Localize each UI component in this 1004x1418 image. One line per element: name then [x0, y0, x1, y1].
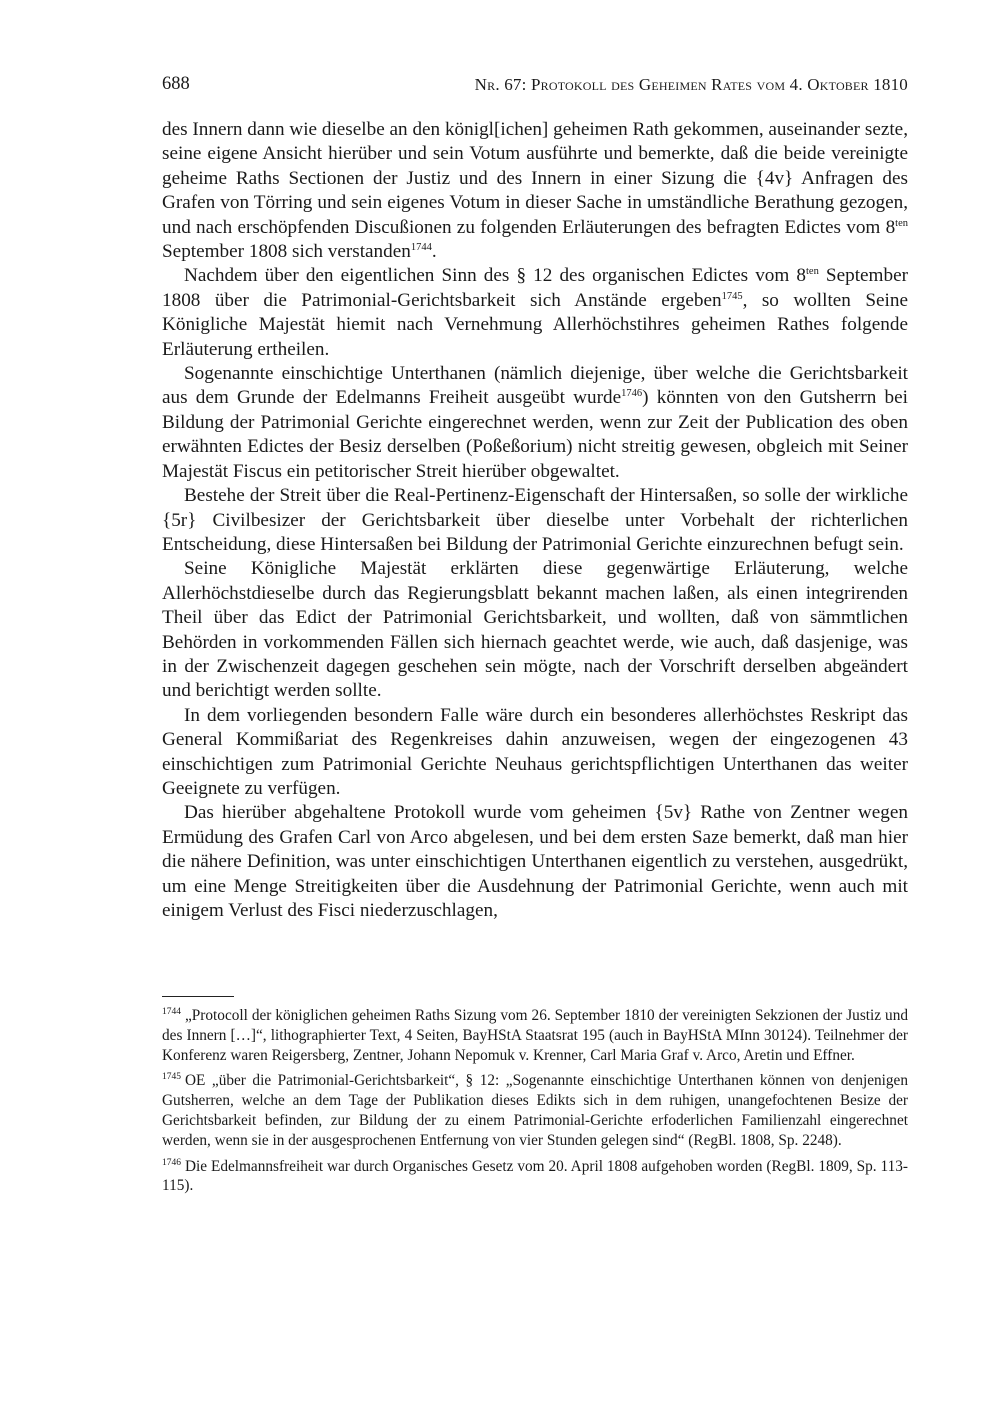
footnote-separator: [162, 996, 234, 997]
footnote-1744: [162, 1006, 908, 1065]
paragraph-3-text: Sogenannte einschichtige Unterthanen (nämlich diejenige, über welche die Gerichtsbarkeit aus dem Grunde der Edelmanns Freiheit ausgeübt wurde: [162, 363, 908, 409]
paragraph-4: Bestehe der Streit über die Real-Pertinenz-Eigenschaft der Hintersaßen, so solle der wirkliche {5r} Civilbesizer der Gerichtsbarkeit über dieselbe unter Vorbehalt der richterlichen Entscheidung, diese Hintersaßen bei Bildung der Patrimonial Gerichte einzurechnen befugt sein.: [162, 485, 908, 555]
page-number: 688: [162, 74, 190, 94]
paragraph-1: [162, 118, 908, 264]
footnote-ref-1745[interactable]: 1745: [721, 290, 743, 302]
paragraph-1-text: .: [431, 241, 437, 263]
ordinal-suffix: ten: [895, 217, 908, 229]
footnote-text: „Protocoll der königlichen geheimen Raths Sizung vom 26. September 1810 der vereinigten Sekzionen der Justiz und des Innern […]“, lithographierter Text, 4 Seiten, BayHStA Staatsrat 195 (auch in BayHStA MInn 30124). Teilnehmer der Konferenz waren Reigersberg, Zentner, Johann Nepomuk v. Krenner, Carl Maria Graf v. Arco, Aretin und Effner.: [162, 1007, 908, 1064]
paragraph-3: [162, 362, 908, 484]
paragraph-5: Seine Königliche Majestät erklärten diese gegenwärtige Erläuterung, welche Allerhöchstdieselbe durch das Regierungsblatt bekannt machen laßen, als einen integrirenden Theil über das Edict der Patrimonial Gerichtsbarkeit, und wollten, daß von sämmtlichen Behörden in vorkommenden Fällen sich hiernach geachtet werde, wie auch, daß dasjenige, was in der Zwischenzeit dagegen geschehen sein mögte, nach der Vorschrift derselben abgeändert und berichtigt werden sollte.: [162, 558, 908, 702]
paragraph-2-text: September 1808 über die Patrimonial-Gerichtsbarkeit sich Anstände ergeben: [162, 265, 908, 311]
footnote-number: 1746: [162, 1157, 181, 1168]
ordinal-suffix: ten: [806, 266, 819, 278]
paragraph-3-text: ) könnten von den Gutsherrn bei Bildung der Patrimonial Gerichte eingerechnet werden, wenn zur Zeit der Publication des oben erwähnten Edictes der Besiz derselben (Poßeßorium) nicht streitig gewesen, obgleich mit Seiner Majestät Fiscus ein petitorischer Streit hierüber obgewaltet.: [162, 387, 908, 482]
paragraph-2-text: , so wollten Seine Königliche Majestät hiemit nach Vernehmung Allerhöchstihres geheimen Rathes folgende Erläuterung ertheilen.: [162, 289, 908, 360]
paragraph-2-text: Nachdem über den eigentlichen Sinn des § 12 des organischen Edictes vom 8: [184, 265, 806, 287]
footnote-text: OE „über die Patrimonial-Gerichtsbarkeit“, § 12: „Sogenannte einschichtige Unterthanen können von denjenigen Gutsherren, welche an dem Tage der Publikation dieses Edikts sich in dem ruhigen, unangefochtenen Besize der Gerichtsbarkeit befinden, zur Bildung der zu einem Patrimonial-Gerichte erfoderlichen Familienzahl eingerechnet werden, wenn sie in der ausgesprochenen Entfernung von vier Stunden gelegen sind“ (RegBl. 1808, Sp. 2248).: [162, 1072, 908, 1149]
paragraph-6: In dem vorliegenden besondern Falle wäre durch ein besonderes allerhöchstes Reskript das General Kommißariat des Regenkreises dahin anzuweisen, wegen der eingezogenen 43 einschichtigen zum Patrimonial Gerichte Neuhaus gerichtspflichtigen Unterthanen das weiter Geeignete zu verfügen.: [162, 704, 908, 799]
main-text: [162, 118, 908, 923]
paragraph-1-text: September 1808 sich verstanden: [162, 241, 411, 263]
footnote-1745: [162, 1071, 908, 1150]
paragraph-7: Das hierüber abgehaltene Protokoll wurde vom geheimen {5v} Rathe von Zentner wegen Ermüdung des Grafen Carl von Arco abgelesen, und bei dem ersten Saze bemerkt, daß man hier die nähere Definition, was unter einschichtigen Unterthanen eigentlich zu verstehen, ausgedrükt, um eine Menge Streitigkeiten über die Ausdehnung der Patrimonial Gerichte, wenn auch mit einigem Verlust des Fisci niederzuschlagen,: [162, 802, 908, 921]
paragraph-2: [162, 264, 908, 362]
footnote-ref-1744[interactable]: 1744: [410, 242, 432, 254]
footnotes: [162, 1006, 908, 1202]
footnote-text: Die Edelmannsfreiheit war durch Organisches Gesetz vom 20. April 1808 aufgehoben worden (RegBl. 1809, Sp. 113-115).: [162, 1157, 908, 1195]
running-title: Nr. 67: Protokoll des Geheimen Rates vom 4. Oktober 1810: [474, 75, 908, 94]
page-header: [162, 74, 908, 98]
footnote-ref-1746[interactable]: 1746: [621, 388, 643, 400]
footnote-1746: [162, 1157, 908, 1197]
paragraph-1-text: des Innern dann wie dieselbe an den königl[ichen] geheimen Rath gekommen, auseinander sezte, seine eigene Ansicht hierüber und sein Votum ausführte und bemerkte, daß die beide vereinigte geheime Raths Sectionen der Justiz und des Innern in einer Sizung die {4v} Anfragen des Grafen von Törring und sein eigenes Votum in dieser Sache in umständliche Berathung gezogen, und nach erschöpfenden Discußionen zu folgenden Erläuterungen des befragten Edictes vom 8: [162, 119, 908, 238]
footnote-number: 1744: [162, 1007, 181, 1017]
footnote-number: 1745: [162, 1072, 181, 1083]
